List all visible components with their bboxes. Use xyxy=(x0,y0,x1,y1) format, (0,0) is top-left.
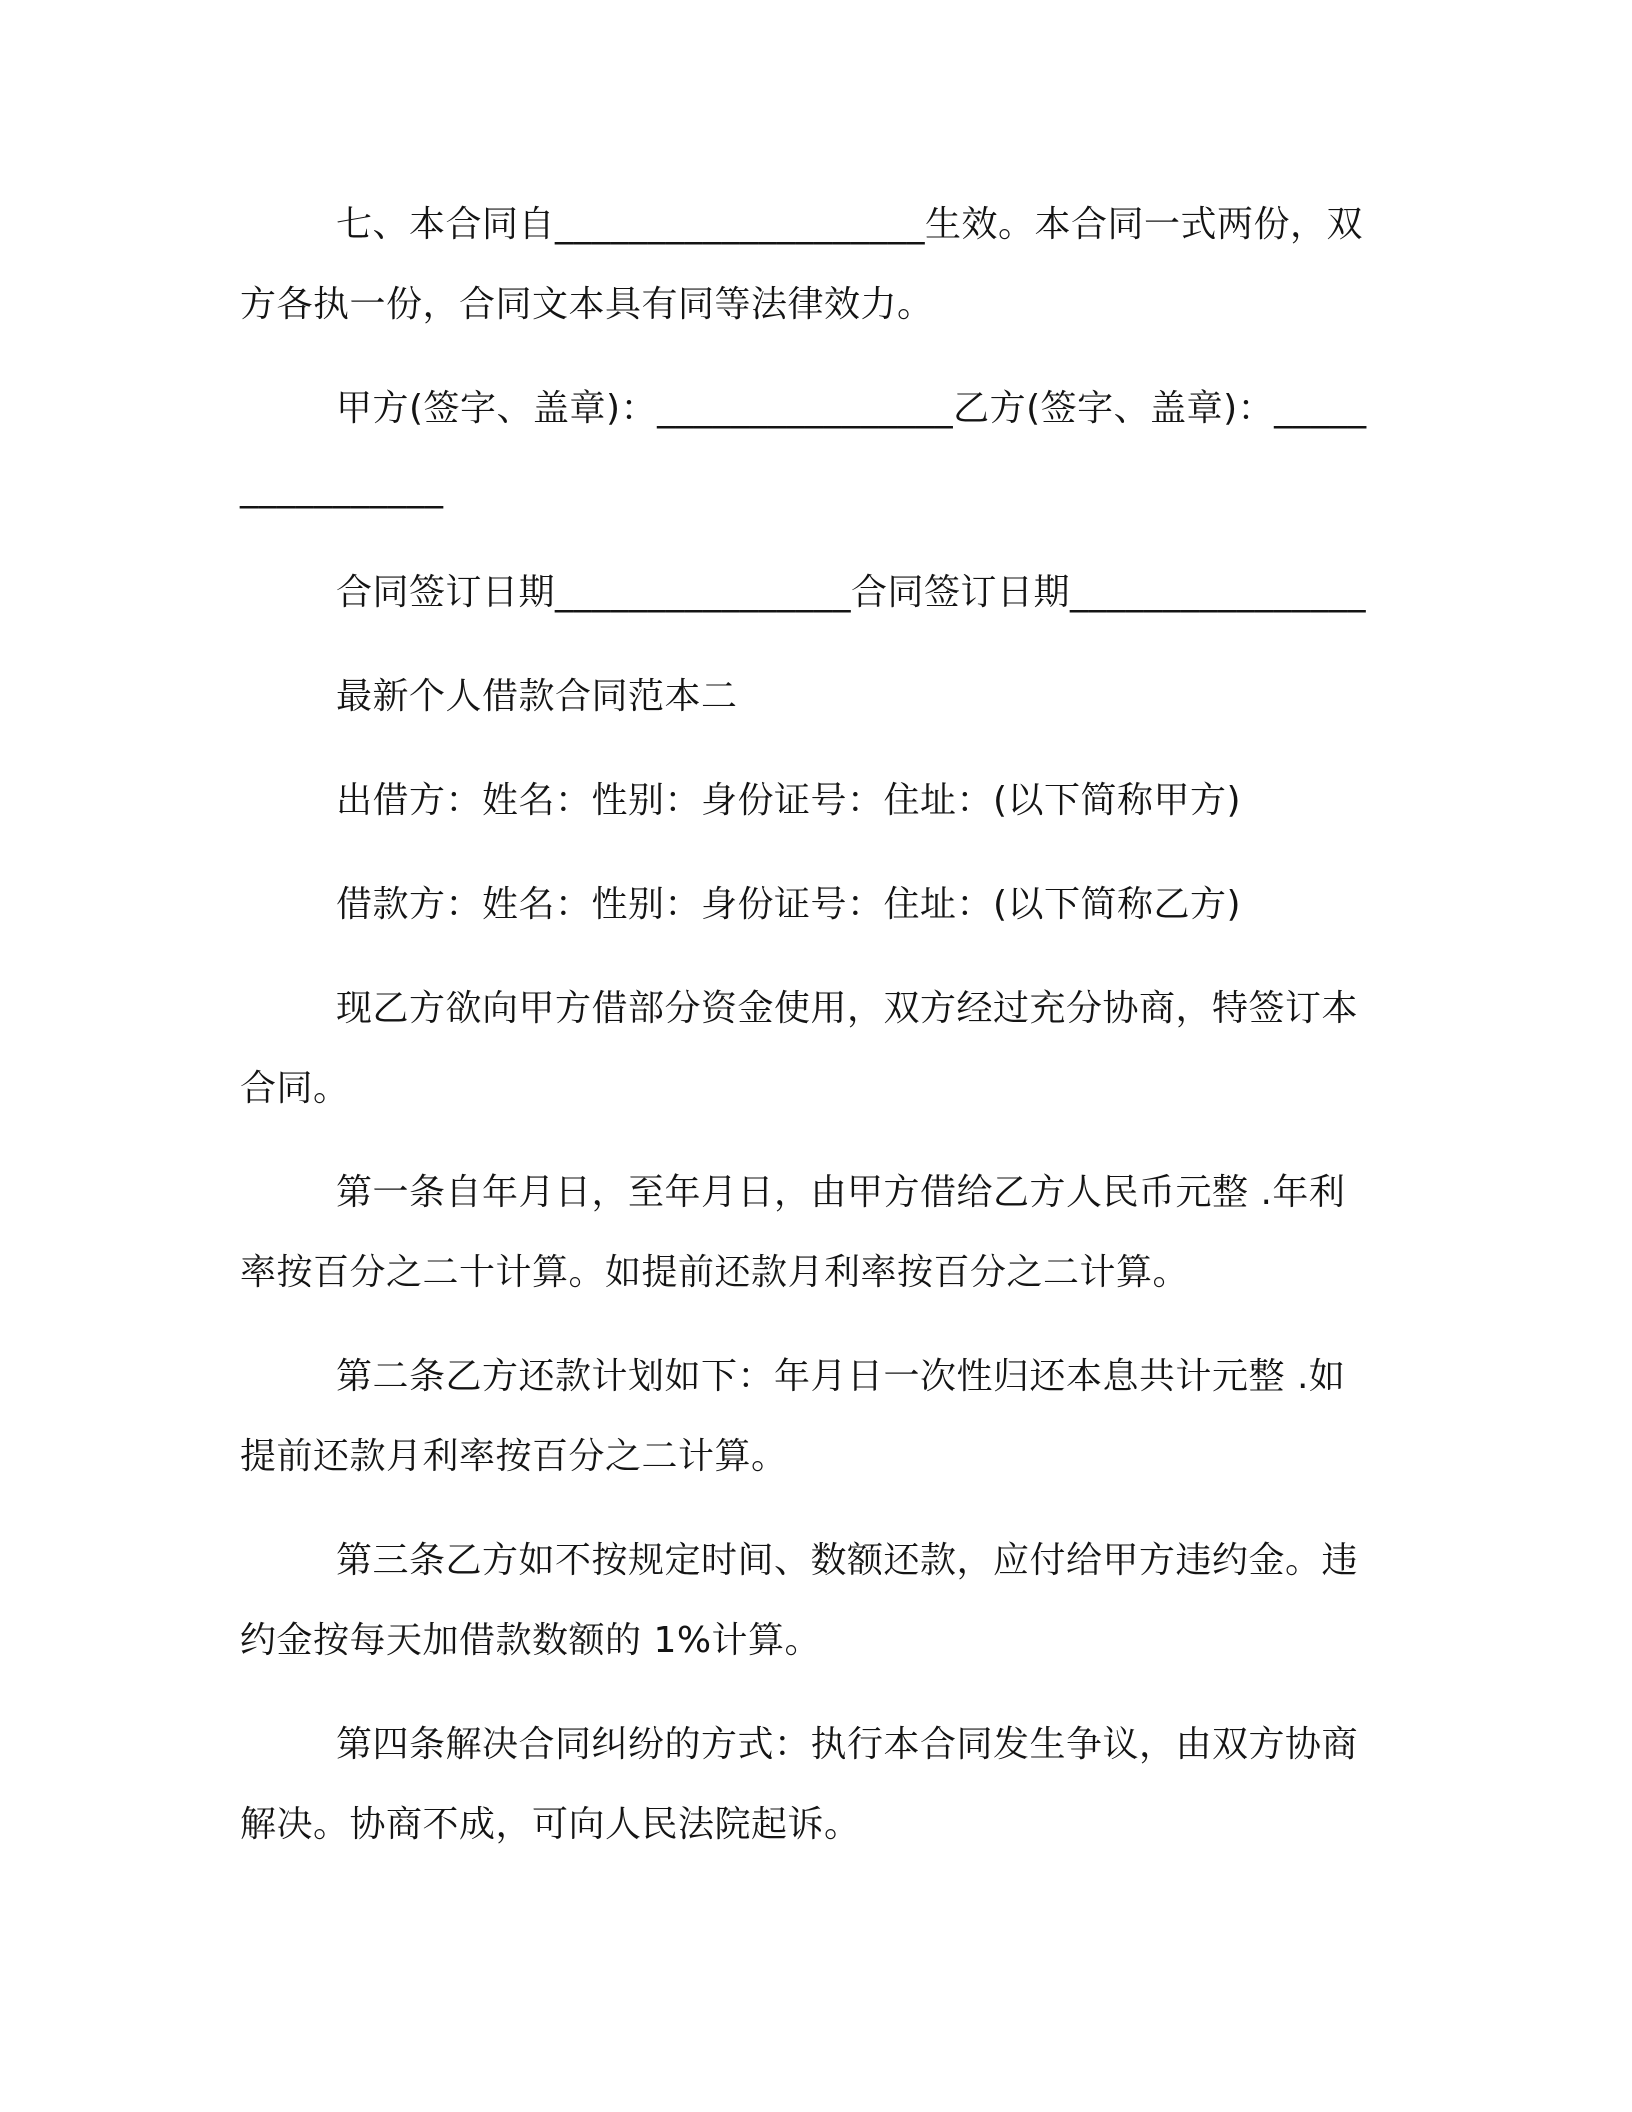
template-title-paragraph: 最新个人借款合同范本二 xyxy=(336,676,738,717)
article-three-paragraph: 第三条乙方如不按规定时间、数额还款，应付给甲方违约金。违约金按每天加借款数额的 1%计算。 xyxy=(240,1540,1359,1661)
article-one-paragraph: 第一条自年月日，至年月日，由甲方借给乙方人民币元整 .年利率按百分之二十计算。如提前还款月利率按百分之二计算。 xyxy=(240,1172,1346,1293)
article-four-paragraph: 第四条解决合同纠纷的方式：执行本合同发生争议，由双方协商解决。协商不成，可向人民法院起诉。 xyxy=(240,1724,1359,1845)
document-body xyxy=(240,185,1380,1889)
intro-paragraph: 现乙方欲向甲方借部分资金使用，双方经过充分协商，特签订本合同。 xyxy=(240,988,1359,1109)
clause-seven-paragraph: 七、本合同自____________________生效。本合同一式两份，双方各执一份，合同文本具有同等法律效力。 xyxy=(240,204,1364,325)
signing-date-paragraph: 合同签订日期________________合同签订日期________________ xyxy=(336,572,1367,613)
article-two-paragraph: 第二条乙方还款计划如下：年月日一次性归还本息共计元整 .如提前还款月利率按百分之二计算。 xyxy=(240,1356,1346,1477)
signature-line-paragraph: 甲方(签字、盖章)：________________乙方(签字、盖章)：________________ xyxy=(240,388,1367,509)
borrower-info-paragraph: 借款方：姓名：性别：身份证号：住址：(以下简称乙方) xyxy=(336,884,1242,925)
lender-info-paragraph: 出借方：姓名：性别：身份证号：住址：(以下简称甲方) xyxy=(336,780,1242,821)
